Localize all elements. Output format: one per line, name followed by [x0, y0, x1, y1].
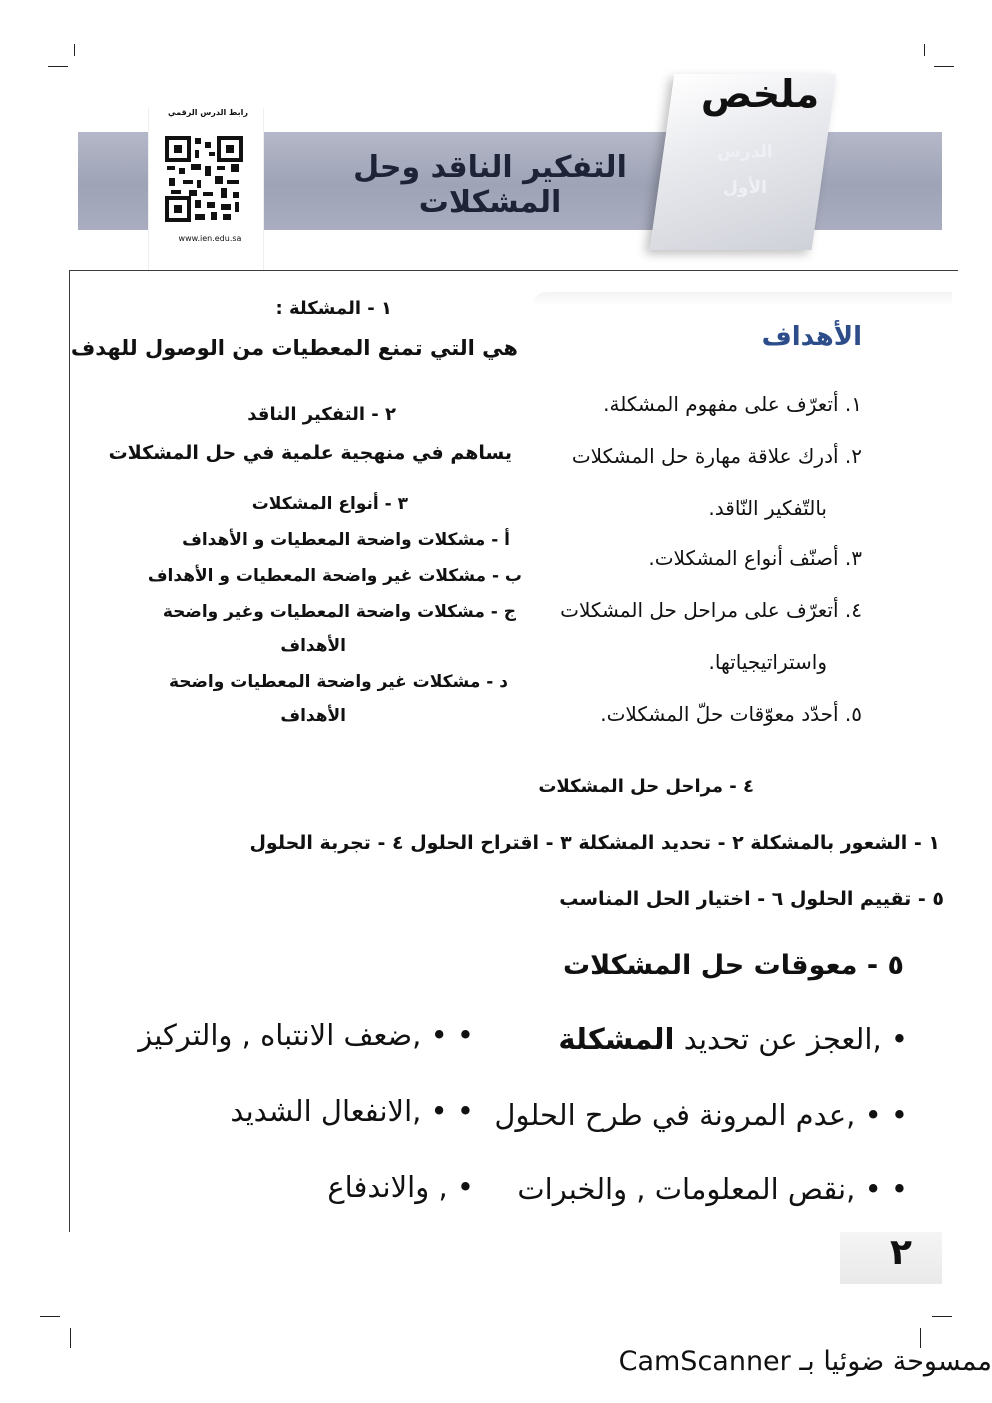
obstacle-item: • • ,ضعف الانتباه , والتركيز [138, 1018, 474, 1052]
objective-text: أصنّف أنواع المشكلات. [648, 546, 839, 570]
frame-divider [69, 270, 70, 1232]
crop-mark [48, 66, 68, 67]
obstacle-text-bold: المشكلة [558, 1022, 675, 1056]
crop-mark [934, 66, 954, 67]
solving-stages: ٥ - تقييم الحلول ٦ - اختيار الحل المناسب [559, 888, 944, 910]
frame-divider [70, 270, 958, 271]
page-number-box [840, 1232, 942, 1284]
objectives-card [532, 292, 952, 752]
section-heading: ١ - المشكلة : [275, 298, 392, 319]
obstacle-item: • , والاندفاع [327, 1170, 474, 1204]
objective-continuation: بالتّفكير النّاقد. [708, 496, 827, 520]
objective-number: ٥. [844, 702, 862, 726]
problem-type: ب - مشكلات غير واضحة المعطيات و الأهداف [147, 566, 522, 586]
crop-mark [74, 44, 75, 56]
objective-item [560, 598, 862, 622]
summary-label: ملخص [700, 72, 820, 116]
problem-type: د - مشكلات غير واضحة المعطيات واضحة [168, 672, 508, 692]
lesson-label: الدرس [717, 142, 773, 162]
obstacle-text: • ,العجز عن تحديد [674, 1022, 908, 1056]
crop-mark [40, 1316, 60, 1317]
qr-link-label: رابط الدرس الرقمي [168, 108, 248, 117]
problem-type: أ - مشكلات واضحة المعطيات و الأهداف [182, 530, 510, 550]
section-heading: ٤ - مراحل حل المشكلات [538, 776, 754, 797]
critical-thinking-text: يساهم في منهجية علمية في حل المشكلات [108, 442, 512, 464]
objective-item [603, 392, 862, 416]
objective-number: ٣. [844, 546, 862, 570]
crop-mark [920, 1328, 921, 1348]
obstacle-item: • • ,نقص المعلومات , والخبرات [517, 1172, 908, 1206]
problem-type-continuation: الأهداف [280, 636, 346, 656]
objective-item [600, 702, 862, 726]
objective-number: ١. [844, 392, 862, 416]
lesson-number: الأول [723, 178, 767, 198]
crop-mark [70, 1328, 71, 1348]
obstacle-item: • • ,الانفعال الشديد [230, 1094, 474, 1128]
lesson-title: التفكير الناقد وحل المشكلات [353, 150, 627, 220]
obstacle-item [558, 1022, 908, 1056]
qr-code-icon [165, 136, 243, 222]
crop-mark [932, 1316, 952, 1317]
problem-type: ج - مشكلات واضحة المعطيات وغير واضحة [162, 602, 516, 622]
page-number: ٢ [890, 1232, 912, 1273]
obstacle-item: • • ,عدم المرونة في طرح الحلول [494, 1098, 908, 1132]
section-heading: ٣ - أنواع المشكلات [251, 494, 408, 514]
objective-text: أتعرّف على مراحل حل المشكلات [560, 598, 839, 622]
qr-url-link[interactable]: www.ien.edu.sa [178, 234, 242, 243]
objective-item [648, 546, 862, 570]
objective-number: ٤. [844, 598, 862, 622]
solving-stages: ١ - الشعور بالمشكلة ٢ - تحديد المشكلة ٣ - اقتراح الحلول ٤ - تجربة الحلول [249, 832, 940, 854]
objective-item [572, 444, 862, 468]
objective-text: أتعرّف على مفهوم المشكلة. [603, 392, 839, 416]
problem-definition: هي التي تمنع المعطيات من الوصول للهدف [70, 336, 518, 360]
section-heading: ٥ - معوقات حل المشكلات [563, 950, 904, 981]
objectives-title: الأهداف [761, 322, 862, 352]
section-heading: ٢ - التفكير الناقد [247, 404, 396, 425]
scanner-watermark: ممسوحة ضوئيا بـ CamScanner [618, 1346, 992, 1377]
objective-number: ٢. [844, 444, 862, 468]
objective-text: أدرك علاقة مهارة حل المشكلات [571, 444, 839, 468]
qr-code-panel[interactable] [148, 108, 264, 270]
problem-type-continuation: الأهداف [280, 706, 346, 726]
objective-text: أحدّد معوّقات حلّ المشكلات. [600, 702, 839, 726]
objective-continuation: واستراتيجياتها. [708, 650, 827, 674]
crop-mark [924, 44, 925, 56]
